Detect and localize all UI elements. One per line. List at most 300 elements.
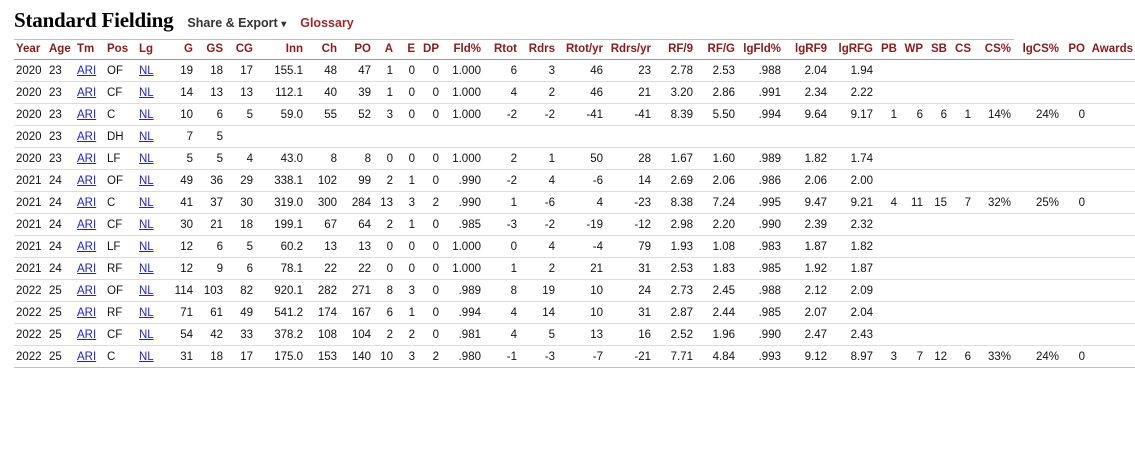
cell-e: 0 (395, 60, 417, 82)
cell-sb (925, 236, 949, 258)
cell-e: 0 (395, 148, 417, 170)
cell-rf-9: 3.20 (653, 82, 695, 104)
cell-lgrf9: 2.06 (783, 170, 829, 192)
cell-cg: 49 (225, 302, 255, 324)
cell-ch: 13 (305, 236, 339, 258)
cell-age: 24 (47, 214, 75, 236)
team-link[interactable]: ARI (77, 306, 97, 319)
cell-po: 64 (339, 214, 373, 236)
cell-wp (899, 170, 925, 192)
cell-lgcs: 24% (1013, 346, 1061, 368)
cell-tm[interactable] (75, 104, 105, 126)
cell-e: 3 (395, 192, 417, 214)
cell-wp (899, 236, 925, 258)
cell-po (1061, 126, 1087, 148)
cell-tm[interactable] (75, 280, 105, 302)
cell-e: 1 (395, 214, 417, 236)
league-link[interactable]: NL (139, 262, 154, 275)
cell-rf-g: 5.50 (695, 104, 737, 126)
cell-a: 6 (373, 302, 395, 324)
cell-rtot-yr: -6 (557, 170, 605, 192)
cell-rf-g: 1.60 (695, 148, 737, 170)
cell-awards (1087, 258, 1135, 280)
cell-rf-9: 1.93 (653, 236, 695, 258)
cell-ch: 300 (305, 192, 339, 214)
cell-ch: 153 (305, 346, 339, 368)
cell-sb (925, 280, 949, 302)
cell-lgrfg: 2.22 (829, 82, 875, 104)
column-header-po[interactable]: PO (1061, 40, 1087, 60)
cell-rf-g: 2.53 (695, 60, 737, 82)
cell-rtot-yr: -7 (557, 346, 605, 368)
cell-pb: 1 (875, 104, 899, 126)
column-header-lgrf9[interactable]: lgRF9 (783, 40, 829, 60)
cell-lg[interactable] (137, 302, 165, 324)
cell-cs (949, 170, 973, 192)
cell-pos: RF (105, 302, 137, 324)
cell-lg[interactable] (137, 324, 165, 346)
league-link[interactable]: NL (139, 306, 154, 319)
column-header-sb[interactable]: SB (925, 40, 949, 60)
cell-rdrs: 3 (519, 60, 557, 82)
cell-cg: 33 (225, 324, 255, 346)
cell-lg[interactable] (137, 104, 165, 126)
cell-ch: 22 (305, 258, 339, 280)
column-header-lg[interactable]: Lg (137, 40, 165, 60)
cell-pos: CF (105, 214, 137, 236)
cell-gs: 37 (195, 192, 225, 214)
column-header-wp[interactable]: WP (899, 40, 925, 60)
cell-rf-g: 2.86 (695, 82, 737, 104)
team-link[interactable]: ARI (77, 240, 97, 253)
cell-lgfld: .990 (737, 324, 783, 346)
league-link[interactable]: NL (139, 86, 154, 99)
cell-wp (899, 60, 925, 82)
cell-tm[interactable] (75, 82, 105, 104)
cell-lgcs: 24% (1013, 104, 1061, 126)
cell-a: 1 (373, 82, 395, 104)
cell-gs: 5 (195, 126, 225, 148)
cell-wp: 6 (899, 104, 925, 126)
column-header-tm[interactable]: Tm (75, 40, 105, 60)
cell-lgfld: .988 (737, 280, 783, 302)
cell-lgfld: .995 (737, 192, 783, 214)
league-link[interactable]: NL (139, 108, 154, 121)
team-link[interactable]: ARI (77, 86, 97, 99)
league-link[interactable]: NL (139, 152, 154, 165)
cell-tm[interactable] (75, 346, 105, 368)
cell-lg[interactable] (137, 82, 165, 104)
cell-awards (1087, 148, 1135, 170)
cell-fld: 1.000 (441, 82, 483, 104)
cell-rdrs: 14 (519, 302, 557, 324)
cell-rf-9: 2.87 (653, 302, 695, 324)
table-row (14, 346, 1135, 368)
cell-rdrs: 2 (519, 82, 557, 104)
column-header-rdrs-yr[interactable]: Rdrs/yr (605, 40, 653, 60)
cell-lg[interactable] (137, 192, 165, 214)
team-link[interactable]: ARI (77, 108, 97, 121)
cell-ch: 102 (305, 170, 339, 192)
cell-year: 2020 (14, 126, 47, 148)
cell-cs (949, 280, 973, 302)
cell-lgrf9: 2.12 (783, 280, 829, 302)
team-link[interactable]: ARI (77, 64, 97, 77)
cell-rf-9: 2.53 (653, 258, 695, 280)
cell-rtot: 4 (483, 82, 519, 104)
table-row (14, 170, 1135, 192)
team-link[interactable]: ARI (77, 130, 97, 143)
cell-gs: 21 (195, 214, 225, 236)
team-link[interactable]: ARI (77, 284, 97, 297)
cell-wp (899, 280, 925, 302)
cell-rtot: -2 (483, 104, 519, 126)
cell-inn (255, 126, 305, 148)
cell-lgrfg: 2.32 (829, 214, 875, 236)
cell-cs: 14% (973, 104, 1013, 126)
cell-rf-g: 2.45 (695, 280, 737, 302)
cell-g: 31 (165, 346, 195, 368)
cell-fld: .994 (441, 302, 483, 324)
league-link[interactable]: NL (139, 284, 154, 297)
table-row (14, 60, 1135, 82)
column-header-awards[interactable]: Awards (1087, 40, 1135, 60)
cell-cg: 18 (225, 214, 255, 236)
column-header-rtot[interactable]: Rtot (483, 40, 519, 60)
column-header-age[interactable]: Age (47, 40, 75, 60)
cell-rf-9: 2.52 (653, 324, 695, 346)
cell-pos: RF (105, 258, 137, 280)
cell-fld: .990 (441, 192, 483, 214)
cell-rf-9 (653, 126, 695, 148)
cell-po: 140 (339, 346, 373, 368)
cell-fld: .990 (441, 170, 483, 192)
cell-po: 39 (339, 82, 373, 104)
cell-rf-9: 1.67 (653, 148, 695, 170)
cell-rf-g: 4.84 (695, 346, 737, 368)
cell-cs (973, 60, 1013, 82)
cell-cs (949, 60, 973, 82)
cell-cs (973, 126, 1013, 148)
table-row (14, 126, 1135, 148)
cell-year: 2022 (14, 324, 47, 346)
cell-e: 0 (395, 82, 417, 104)
cell-lgcs (1013, 82, 1061, 104)
cell-tm[interactable] (75, 170, 105, 192)
cell-pb (875, 82, 899, 104)
cell-age: 24 (47, 258, 75, 280)
cell-year: 2021 (14, 258, 47, 280)
cell-rf-9: 7.71 (653, 346, 695, 368)
cell-inn: 60.2 (255, 236, 305, 258)
cell-g: 30 (165, 214, 195, 236)
league-link[interactable]: NL (139, 240, 154, 253)
cell-year: 2020 (14, 82, 47, 104)
cell-e: 0 (395, 236, 417, 258)
league-link[interactable]: NL (139, 218, 154, 231)
cell-rdrs: 2 (519, 258, 557, 280)
page-title: Standard Fielding (14, 8, 174, 32)
cell-cg: 4 (225, 148, 255, 170)
cell-rdrs-yr: -21 (605, 346, 653, 368)
cell-rdrs: 4 (519, 170, 557, 192)
column-header-cg[interactable]: CG (225, 40, 255, 60)
column-header-gs[interactable]: GS (195, 40, 225, 60)
cell-e: 0 (395, 104, 417, 126)
cell-po (1061, 60, 1087, 82)
column-header-pos[interactable]: Pos (105, 40, 137, 60)
cell-dp: 0 (417, 60, 441, 82)
cell-dp: 0 (417, 280, 441, 302)
cell-lgcs (1013, 126, 1061, 148)
cell-fld: 1.000 (441, 148, 483, 170)
column-header-rf-9[interactable]: RF/9 (653, 40, 695, 60)
column-header-cs[interactable]: CS% (973, 40, 1013, 60)
cell-gs: 61 (195, 302, 225, 324)
team-link[interactable]: ARI (77, 218, 97, 231)
cell-lg[interactable] (137, 280, 165, 302)
cell-g: 19 (165, 60, 195, 82)
cell-inn: 112.1 (255, 82, 305, 104)
cell-cs (949, 258, 973, 280)
cell-tm[interactable] (75, 258, 105, 280)
cell-rtot: 8 (483, 280, 519, 302)
cell-tm[interactable] (75, 236, 105, 258)
cell-age: 23 (47, 148, 75, 170)
column-header-year[interactable]: Year (14, 40, 47, 60)
cell-rdrs-yr: -41 (605, 104, 653, 126)
cell-rf-g: 2.44 (695, 302, 737, 324)
cell-rdrs-yr: -23 (605, 192, 653, 214)
cell-lg[interactable] (137, 148, 165, 170)
league-link[interactable]: NL (139, 196, 154, 209)
cell-rtot (483, 126, 519, 148)
column-header-dp[interactable]: DP (417, 40, 441, 60)
cell-year: 2022 (14, 302, 47, 324)
cell-sb: 15 (925, 192, 949, 214)
cell-e: 1 (395, 170, 417, 192)
cell-ch: 282 (305, 280, 339, 302)
cell-sb (925, 324, 949, 346)
cell-dp: 0 (417, 258, 441, 280)
team-link[interactable]: ARI (77, 152, 97, 165)
cell-ch: 40 (305, 82, 339, 104)
league-link[interactable]: NL (139, 64, 154, 77)
cell-rf-g: 1.83 (695, 258, 737, 280)
glossary-link[interactable]: Glossary (300, 16, 354, 30)
cell-sb (925, 126, 949, 148)
cell-year: 2021 (14, 192, 47, 214)
cell-lg[interactable] (137, 60, 165, 82)
cell-rdrs-yr: 28 (605, 148, 653, 170)
cell-rdrs-yr: -12 (605, 214, 653, 236)
column-header-fld[interactable]: Fld% (441, 40, 483, 60)
column-header-rf-g[interactable]: RF/G (695, 40, 737, 60)
cell-wp (899, 302, 925, 324)
cell-rf-9: 2.73 (653, 280, 695, 302)
team-link[interactable]: ARI (77, 328, 97, 341)
share-and-export-button[interactable] (187, 16, 286, 30)
cell-lgrf9: 1.87 (783, 236, 829, 258)
team-link[interactable]: ARI (77, 350, 97, 363)
cell-rdrs-yr: 79 (605, 236, 653, 258)
cell-rdrs: -2 (519, 104, 557, 126)
cell-lg[interactable] (137, 258, 165, 280)
column-header-lgfld[interactable]: lgFld% (737, 40, 783, 60)
cell-dp: 0 (417, 170, 441, 192)
column-header-lgrfg[interactable]: lgRFG (829, 40, 875, 60)
team-link[interactable]: ARI (77, 262, 97, 275)
cell-inn: 43.0 (255, 148, 305, 170)
cell-lgrf9: 2.07 (783, 302, 829, 324)
cell-lgfld: .988 (737, 60, 783, 82)
team-link[interactable]: ARI (77, 196, 97, 209)
cell-rtot: 6 (483, 60, 519, 82)
cell-tm[interactable] (75, 126, 105, 148)
table-header (14, 40, 1135, 60)
cell-sb (925, 170, 949, 192)
column-header-e[interactable]: E (395, 40, 417, 60)
cell-lgcs (1013, 60, 1061, 82)
cell-tm[interactable] (75, 148, 105, 170)
cell-dp: 2 (417, 192, 441, 214)
cell-awards (1087, 60, 1135, 82)
cell-lgrfg: 9.21 (829, 192, 875, 214)
cell-po: 99 (339, 170, 373, 192)
cell-inn: 338.1 (255, 170, 305, 192)
cell-rdrs-yr: 16 (605, 324, 653, 346)
table-row (14, 324, 1135, 346)
cell-dp: 2 (417, 346, 441, 368)
cell-e: 1 (395, 302, 417, 324)
cell-awards (1087, 324, 1135, 346)
cell-lgcs (1013, 236, 1061, 258)
cell-cs (973, 148, 1013, 170)
cell-rtot: -2 (483, 170, 519, 192)
cell-rdrs: -3 (519, 346, 557, 368)
cell-po: 13 (339, 236, 373, 258)
cell-rf-9: 2.69 (653, 170, 695, 192)
cell-fld: .985 (441, 214, 483, 236)
cell-rtot: 1 (483, 258, 519, 280)
cell-lgrfg: 1.94 (829, 60, 875, 82)
cell-pos: C (105, 192, 137, 214)
cell-tm[interactable] (75, 60, 105, 82)
cell-dp: 0 (417, 324, 441, 346)
cell-a: 13 (373, 192, 395, 214)
cell-gs: 42 (195, 324, 225, 346)
cell-cg: 30 (225, 192, 255, 214)
cell-lg[interactable] (137, 126, 165, 148)
cell-rdrs: 5 (519, 324, 557, 346)
league-link[interactable]: NL (139, 174, 154, 187)
cell-wp (899, 258, 925, 280)
cell-pos: OF (105, 60, 137, 82)
cell-cs (973, 236, 1013, 258)
cell-lgfld (737, 126, 783, 148)
cell-lgcs (1013, 148, 1061, 170)
team-link[interactable]: ARI (77, 174, 97, 187)
cell-awards (1087, 192, 1135, 214)
cell-lgcs (1013, 258, 1061, 280)
column-header-cs[interactable]: CS (949, 40, 973, 60)
league-link[interactable]: NL (139, 328, 154, 341)
cell-dp: 0 (417, 302, 441, 324)
cell-cs (973, 324, 1013, 346)
cell-a: 2 (373, 170, 395, 192)
column-header-g[interactable]: G (165, 40, 195, 60)
cell-tm[interactable] (75, 324, 105, 346)
column-header-po[interactable]: PO (339, 40, 373, 60)
column-header-rdrs[interactable]: Rdrs (519, 40, 557, 60)
cell-lg[interactable] (137, 170, 165, 192)
cell-fld: .981 (441, 324, 483, 346)
cell-pos: C (105, 104, 137, 126)
cell-tm[interactable] (75, 192, 105, 214)
cell-fld: .989 (441, 280, 483, 302)
cell-cs (973, 82, 1013, 104)
cell-rdrs-yr: 14 (605, 170, 653, 192)
table-row (14, 302, 1135, 324)
standard-fielding-table (14, 40, 1135, 368)
cell-pos: OF (105, 170, 137, 192)
league-link[interactable]: NL (139, 130, 154, 143)
cell-lgrfg: 2.00 (829, 170, 875, 192)
cell-lgrfg (829, 126, 875, 148)
league-link[interactable]: NL (139, 350, 154, 363)
cell-inn: 378.2 (255, 324, 305, 346)
cell-po: 0 (1061, 104, 1087, 126)
cell-cg (225, 126, 255, 148)
page-header (14, 8, 1014, 39)
cell-tm[interactable] (75, 214, 105, 236)
cell-lg[interactable] (137, 236, 165, 258)
cell-lg[interactable] (137, 214, 165, 236)
column-header-rtot-yr[interactable]: Rtot/yr (557, 40, 605, 60)
cell-rtot: 0 (483, 236, 519, 258)
cell-g: 12 (165, 258, 195, 280)
cell-a: 0 (373, 258, 395, 280)
cell-inn: 199.1 (255, 214, 305, 236)
cell-lgcs (1013, 324, 1061, 346)
cell-lgrf9: 2.47 (783, 324, 829, 346)
column-header-a[interactable]: A (373, 40, 395, 60)
cell-gs: 103 (195, 280, 225, 302)
column-header-inn[interactable]: Inn (255, 40, 305, 60)
cell-tm[interactable] (75, 302, 105, 324)
cell-lg[interactable] (137, 346, 165, 368)
column-header-ch[interactable]: Ch (305, 40, 339, 60)
cell-age: 23 (47, 126, 75, 148)
cell-po (1061, 280, 1087, 302)
cell-pb (875, 60, 899, 82)
table-body (14, 60, 1135, 368)
cell-inn: 541.2 (255, 302, 305, 324)
column-header-lgcs[interactable]: lgCS% (1013, 40, 1061, 60)
cell-rtot: 4 (483, 302, 519, 324)
cell-fld: 1.000 (441, 60, 483, 82)
cell-fld: 1.000 (441, 104, 483, 126)
cell-cs: 33% (973, 346, 1013, 368)
cell-wp (899, 126, 925, 148)
cell-awards (1087, 302, 1135, 324)
cell-lgfld: .994 (737, 104, 783, 126)
column-header-pb[interactable]: PB (875, 40, 899, 60)
cell-ch: 48 (305, 60, 339, 82)
cell-lgfld: .983 (737, 236, 783, 258)
table-row (14, 280, 1135, 302)
table-row (14, 192, 1135, 214)
